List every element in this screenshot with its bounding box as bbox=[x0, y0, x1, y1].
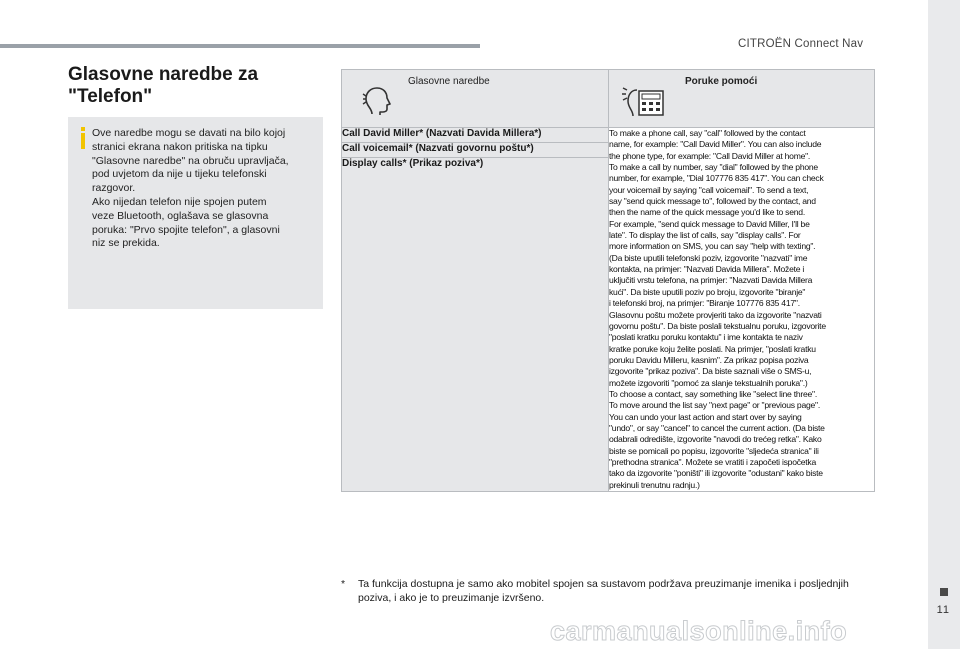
section-title-line1: Glasovne naredbe za bbox=[68, 64, 259, 85]
header-commands-label: Glasovne naredbe bbox=[408, 76, 490, 87]
footnote-mark: * bbox=[341, 578, 346, 590]
command-display-calls: Display calls* (Prikaz poziva*) bbox=[342, 158, 609, 492]
info-box bbox=[68, 117, 323, 309]
page-marker-icon bbox=[940, 588, 948, 596]
voice-commands-table bbox=[341, 69, 875, 492]
command-call-voicemail: Call voicemail* (Nazvati govornu poštu*) bbox=[342, 143, 609, 158]
header-cell-help bbox=[609, 70, 875, 128]
command-call-contact: Call David Miller* (Nazvati Davida Millera*) bbox=[342, 128, 609, 143]
brand-label: CITROËN Connect Nav bbox=[738, 38, 864, 50]
header-rule bbox=[0, 44, 480, 48]
voice-command-icon bbox=[362, 84, 392, 116]
info-text: Ove naredbe mogu se davati na bilo kojoj stranici ekrana nakon pritiska na tipku "Glasovne naredbe" na obruču upravljača, pod uvjetom da nije u tijeku telefonski razgovor. Ako nijedan telefon nije spojen putem veze Bluetooth, oglašava se glasovna poruka: "Prvo spojite telefon", a glasovni niz se prekida. bbox=[92, 127, 289, 250]
watermark bbox=[550, 618, 920, 646]
help-message-cell: To make a phone call, say "call" followed by the contact name, for example: "Call David Miller". You can also include the phone type, for example: "Call David Miller at home". To make a call by number, say "dial" followed by the phone number, for example, "Dial 107776 835 417". You can check your voicemail by saying "call voicemail". To send a text, say "send quick message to", followed by the contact, and then the name of the quick message you'd like to send. For example, "send quick message to David Miller, I'll be late". To display the list of calls, say "display calls". For more information on SMS, you can say "help with texting". (Da biste uputili telefonski poziv, izgovorite "nazvati" ime kontakta, na primjer: "Nazvati Davida Millera". Možete i uključiti vrstu telefona, na primjer: "Nazvati Davida Millera kući". Da biste uputili poziv po broju, izgovorite "biranje" i telefonski broj, na primjer: "Biranje 107776 835 417". Glasovnu poštu možete provjeriti tako da izgovorite "nazvati govornu poštu". Da biste poslali tekstualnu poruku, izgovorite "poslati kratku poruku kontaktu" i ime kontakta te naziv kratke poruke koju želite poslati. Na primjer, "poslati kratku poruku Davidu Milleru, kasnim". Za prikaz popisa poziva izgovorite "prikaz poziva". Da biste saznali više o SMS-u, možete izgovoriti "pomoć za slanje tekstualnih poruka".) To choose a contact, say something like "select line three". To move around the list say "next page" or "previous page". You can undo your last action and start over by saying "undo", or say "cancel" to cancel the current action. (Da biste odabrali odredište, izgovorite "navodi do trećeg retka". Kako biste se pomicali po popisu, izgovorite "sljedeća stranica" ili "prethodna stranica". Možete se vratiti i započeti ispočetka tako da izgovorite "poništi" ili izgovorite "odustani" kako biste prekinuli trenutnu radnju.) bbox=[609, 128, 875, 492]
phone-help-icon bbox=[619, 82, 669, 118]
watermark-text: carmanualsonline.info bbox=[550, 618, 848, 646]
table-header-row bbox=[342, 70, 875, 128]
page-number: 11 bbox=[936, 604, 950, 616]
header-help-label: Poruke pomoći bbox=[685, 76, 758, 87]
info-icon bbox=[78, 127, 88, 149]
header-cell-commands bbox=[342, 70, 609, 128]
page-side-strip bbox=[928, 0, 960, 649]
footnote-text: Ta funkcija dostupna je samo ako mobitel spojen sa sustavom podržava preuzimanje imenika i posljednjih poziva, i ako je to preuzimanje izvršeno. bbox=[358, 578, 849, 604]
section-title bbox=[68, 64, 258, 108]
section-title-line2: "Telefon" bbox=[68, 86, 153, 107]
table-row bbox=[342, 128, 875, 143]
